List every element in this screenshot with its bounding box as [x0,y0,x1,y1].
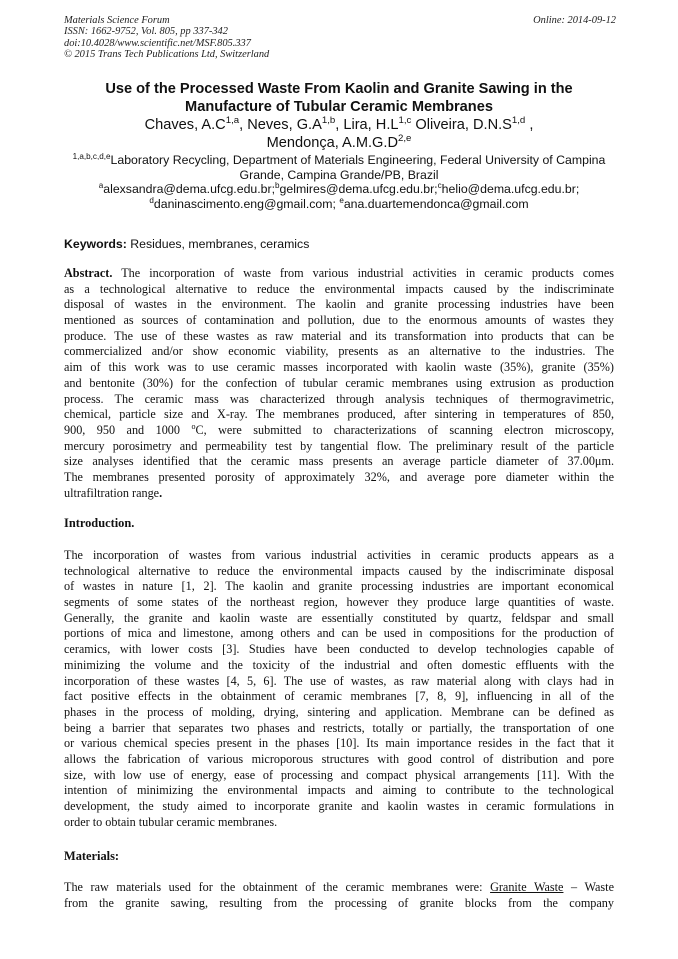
keywords-label: Keywords: [64,237,127,251]
affiliation-text: Laboratory Recycling, Department of Materials Engineering, Federal University of Campina [110,153,606,167]
intro-line: phases in the process of molding, drying, sintering and application. Membrane can be defined as [64,704,614,719]
email-mark: b [275,180,280,190]
email-mark: c [437,180,442,190]
journal-copyright: © 2015 Trans Tech Publications Ltd, Switzerland [64,48,270,60]
online-date: Online: 2014-09-12 [533,15,616,26]
keywords-line [64,237,309,251]
email-mark: a [98,180,104,190]
intro-line: minimizing the volume and the toxicity of the industrial and often domestic effluents with the [64,657,614,672]
author-name: , Neves, G.A [239,117,322,133]
abstract-line: commercialized and/or show economic viability, presents as an alternative to the industries. The [64,344,614,359]
abstract-line: ultrafiltration range. [64,485,163,500]
abstract-line: The membranes presented porosity of approximately 32%, and average pore diameter within the [64,469,614,484]
intro-line: of wastes in nature [1, 2]. The kaolin and granite processing industries are important economical [64,579,614,594]
intro-line: fact positive effects in the obtainment of ceramic membranes [7, 8, 9], influencing in all of the [64,689,614,704]
intro-line: segments of some states of the northeast region, however they produce large quantities of waste. [64,595,614,610]
materials-line: from the granite sawing, resulting from the processing of granite blocks from the company [64,895,614,910]
journal-header [64,15,616,60]
abstract-line: Abstract. The incorporation of waste from various industrial activities in ceramic products comes [64,266,614,280]
email-address: alexsandra@dema.ufcg.edu.br; [103,182,276,196]
abstract-line: as a technological alternative to reduce the environmental impacts caused by the indiscriminate [64,281,614,296]
affiliation-line-2: Grande, Campina Grande/PB, Brazil [239,167,439,182]
abstract-line: chemical, particle size and X-ray. The membranes produced, after sintering in temperatures of 850, [64,407,614,422]
journal-issn: ISSN: 1662-9752, Vol. 805, pp 337-342 [64,26,228,38]
author-name: Mendonça, A.M.G.D [266,135,398,151]
abstract-section [64,266,614,501]
title-line-1: Use of the Processed Waste From Kaolin and Granite Sawing in the [105,81,573,97]
author-line-2 [40,134,638,152]
author-affil-mark: 1,c [398,115,412,127]
intro-line: allows the fabrication of various microporous structures with good control of distribution and pore [64,751,614,766]
abstract-line: mercury porosimetry and permeability test by tangential flow. The preliminary result of the particle [64,438,614,453]
affiliation-line-1 [40,153,638,168]
email-address: ana.duartemendonca@gmail.com [343,196,529,211]
title-line-2: Manufacture of Tubular Ceramic Membranes [185,98,493,115]
materials-line: The raw materials used for the obtainment of the ceramic membranes were: Granite Waste – Waste [64,880,614,894]
intro-line: order to obtain tubular ceramic membranes. [64,814,278,829]
abstract-line: size analyses identified that the ceramic mass presents an average particle diameter of 37.00μm. [64,454,614,469]
intro-line: ceramics, with lower costs [3]. Studies have been conducted to develop technologies capable of [64,642,614,657]
email-address: daninascimento.eng@gmail.com; [153,196,340,211]
author-line-1 [40,116,638,134]
intro-line: development, the study aimed to incorporate granite and kaolin wastes in ceramic formulations in [64,799,614,813]
intro-line: incorporation of these wastes [4, 5, 6]. The use of wastes, as raw material along with clays had in [64,673,614,688]
author-name: Chaves, A.C [144,117,226,133]
journal-doi: doi:10.4028/www.scientific.net/MSF.805.337 [64,37,251,49]
abstract-line: aim of this work was to use ceramic masses incorporated with kaolin waste (35%), granite (35%) [64,360,614,375]
affiliation-block [40,153,638,211]
intro-line: portions of mica and limestone, among others and can be used in compositions for the production of [64,626,614,641]
abstract-line: mentioned as sources of contamination and pollution, due to the enormous amounts of wastes they [64,313,614,328]
intro-line: or various chemical species present in the phases [10]. Its main importance resides in the fact that it [64,736,614,751]
email-mark: d [149,195,154,205]
email-address: helio@dema.ufcg.edu.br; [441,182,580,196]
degree-mark: o [191,421,196,431]
abstract-line: and bentonite (30%) for the confection of tubular ceramic membranes using extrusion as production [64,375,614,390]
intro-line: technological alternative to reduce the environmental impacts caused by the indiscriminate disposal [64,563,614,578]
intro-line: size, with low use of energy, ease of processing and compact physical arrangements [11]. With the [64,767,614,782]
abstract-line: 900, 950 and 1000 $^o$C, were submitted to characterizations of scanning electron microscopy, [64,421,614,437]
keywords-text: Residues, membranes, ceramics [126,237,310,251]
intro-line: intention of minimizing the environmental impacts and aiming to contribute to the technological [64,783,614,798]
email-mark: e [339,195,344,205]
introduction-heading: Introduction. [64,516,135,530]
materials-heading: Materials: [64,849,120,863]
author-affil-mark: 1,a [225,115,240,127]
materials-section [64,880,614,911]
journal-name: Materials Science Forum [64,15,170,26]
author-separator: , [525,117,534,133]
author-affil-mark: 1,d [511,115,526,127]
intro-line: Generally, the granite and kaolin waste are essentially constituted by quartz, feldspar and small [64,610,614,625]
intro-line: being a barrier that separates two phases and restricts, totally or partially, the transportation of one [64,720,614,735]
granite-waste-term: Granite Waste [490,880,564,894]
abstract-label: Abstract. [64,266,113,280]
introduction-section [64,548,614,830]
email-line-2 [40,197,638,212]
abstract-line: produce. The use of these wastes as raw material and its transformation into products that can be [64,328,614,343]
intro-line: The incorporation of wastes from various industrial activities in ceramic products appears as a [64,548,614,562]
author-name: Oliveira, D.N.S [411,117,512,133]
author-list [40,116,638,152]
author-affil-mark: 2,e [398,133,412,145]
abstract-line: disposal of wastes in the environment. The kaolin and granite processing industries have been [64,297,614,312]
email-line-1 [40,182,638,197]
paper-title [40,81,638,116]
author-name: , Lira, H.L [335,117,399,133]
email-address: gelmires@dema.ufcg.edu.br; [279,182,438,196]
affiliation-mark: 1,a,b,c,d,e [72,151,111,161]
abstract-line: process. The ceramic mass was characterized through analysis techniques of thermogravimetric, [64,391,614,406]
author-affil-mark: 1,b [321,115,336,127]
